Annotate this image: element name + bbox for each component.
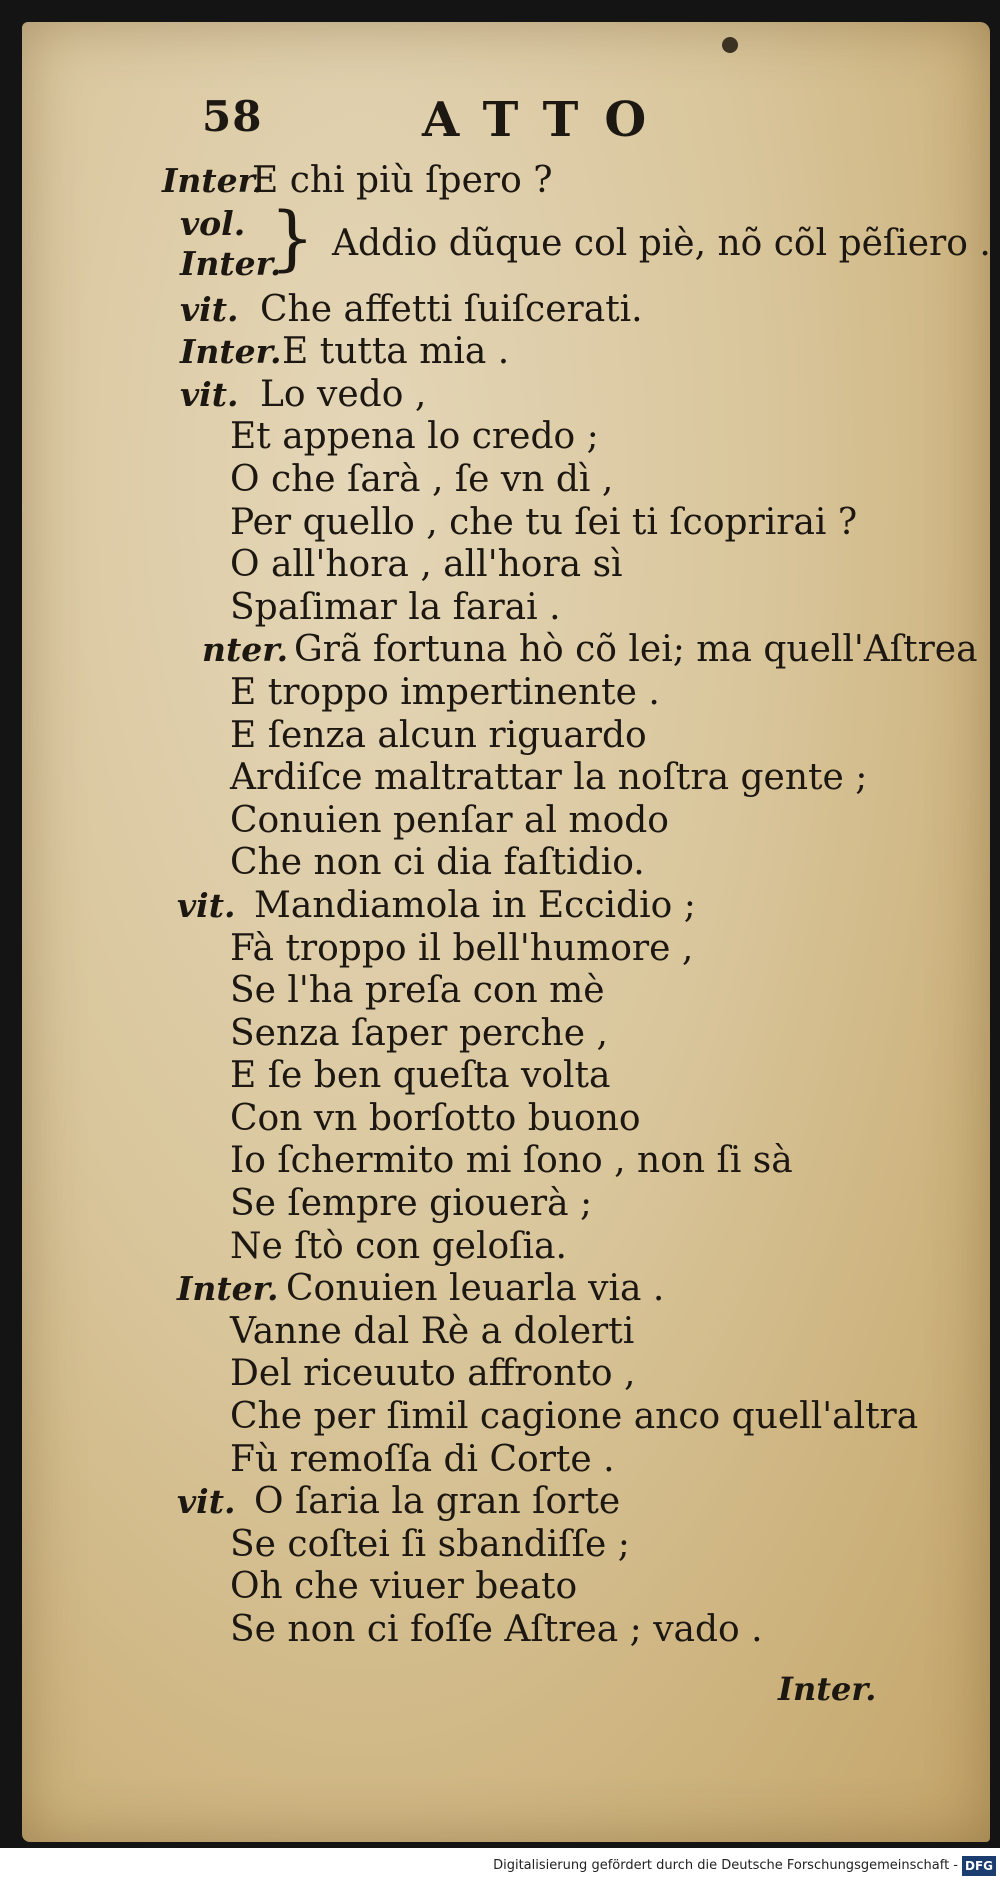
verse-line bbox=[22, 1013, 990, 1056]
verse-line bbox=[22, 289, 990, 332]
line-text: Che affetti ſuiſcerati. bbox=[260, 288, 643, 330]
verse-line bbox=[22, 1098, 990, 1141]
dfg-logo: DFG bbox=[962, 1856, 996, 1876]
verse-line bbox=[22, 1396, 990, 1439]
line-text: Mandiamola in Eccidio ; bbox=[254, 884, 696, 926]
line-text: Che per ſimil cagione anco quell'altra bbox=[230, 1396, 919, 1438]
verse-line bbox=[22, 1481, 990, 1524]
speaker-label: Inter. bbox=[180, 243, 282, 283]
line-text: E ſenza alcun riguardo bbox=[230, 714, 647, 756]
verse-line bbox=[22, 1311, 990, 1354]
catchword: Inter. bbox=[778, 1670, 877, 1708]
verse-line bbox=[22, 1609, 990, 1652]
line-text: Se coſtei ſi sbandiſſe ; bbox=[230, 1523, 630, 1565]
verse-line bbox=[22, 672, 990, 715]
line-text: E troppo impertinente . bbox=[230, 671, 660, 713]
line-text: Con vn borſotto buono bbox=[230, 1097, 641, 1139]
dialogue-text bbox=[22, 160, 990, 1652]
speaker-label: Inter. bbox=[180, 332, 282, 372]
verse-line bbox=[22, 757, 990, 800]
verse-line bbox=[22, 544, 990, 587]
verse-line bbox=[22, 416, 990, 459]
verse-line bbox=[22, 160, 990, 203]
verse-line bbox=[22, 800, 990, 843]
line-text: Conuien leuarla via . bbox=[286, 1268, 665, 1310]
speaker-label: Inter. bbox=[162, 161, 264, 200]
verse-line bbox=[22, 1524, 990, 1567]
line-text: Del riceuuto affronto , bbox=[230, 1353, 636, 1395]
verse-line bbox=[22, 715, 990, 758]
speaker-label: Inter. bbox=[177, 1269, 279, 1309]
line-text: Senza ſaper perche , bbox=[230, 1012, 608, 1054]
verse-line bbox=[22, 1566, 990, 1609]
verse-line bbox=[22, 502, 990, 545]
verse-line bbox=[22, 1226, 990, 1269]
line-text: Vanne dal Rè a dolerti bbox=[230, 1310, 635, 1352]
verse-line bbox=[22, 1055, 990, 1098]
verse-line bbox=[22, 587, 990, 630]
verse-line bbox=[22, 374, 990, 417]
verse-line bbox=[22, 196, 991, 289]
line-text: Ardiſce maltrattar la noſtra gente ; bbox=[230, 757, 868, 799]
line-text: Fù remoſſa di Corte . bbox=[230, 1438, 615, 1480]
line-text: Se non ci foſſe Aſtrea ; vado . bbox=[230, 1609, 763, 1650]
speaker-label: vit. bbox=[180, 289, 239, 329]
verse-line bbox=[22, 331, 990, 374]
line-text: O ſaria la gran ſorte bbox=[254, 1481, 621, 1523]
line-text: Io ſchermito mi ſono , non ſi sà bbox=[230, 1140, 793, 1182]
line-text: Ne ſtò con geloſia. bbox=[230, 1225, 567, 1267]
speaker-label: vit. bbox=[177, 885, 236, 925]
verse-line bbox=[22, 1268, 990, 1311]
verse-line bbox=[22, 629, 990, 672]
line-text: Conuien penſar al modo bbox=[230, 799, 669, 841]
line-text: E chi più ſpero ? bbox=[252, 160, 553, 201]
verse-line bbox=[22, 928, 990, 971]
line-text: Se ſempre giouerà ; bbox=[230, 1183, 593, 1225]
speaker-label: nter. bbox=[202, 630, 289, 670]
line-text: Lo vedo , bbox=[260, 373, 427, 415]
line-text: O all'hora , all'hora sì bbox=[230, 544, 623, 586]
line-text: Fà troppo il bell'humore , bbox=[230, 927, 694, 969]
verse-line bbox=[22, 459, 990, 502]
speaker-label: vit. bbox=[177, 1482, 236, 1522]
line-text: O che ſarà , ſe vn dì , bbox=[230, 458, 614, 500]
line-text: Che non ci dia faſtidio. bbox=[230, 842, 645, 884]
digitization-footer bbox=[0, 1848, 1000, 1887]
book-page bbox=[22, 22, 990, 1842]
running-title: ATTO bbox=[422, 92, 673, 148]
line-text: Oh che viuer beato bbox=[230, 1566, 578, 1608]
line-text: Per quello , che tu ſei ti ſcoprirai ? bbox=[230, 501, 858, 543]
speaker-label: vit. bbox=[180, 374, 239, 414]
line-text: E tutta mia . bbox=[282, 331, 510, 373]
line-text: E ſe ben queſta volta bbox=[230, 1055, 611, 1097]
line-text: Se l'ha preſa con mè bbox=[230, 970, 605, 1012]
verse-line bbox=[22, 1439, 990, 1482]
verse-line bbox=[22, 885, 990, 928]
verse-line bbox=[22, 970, 990, 1013]
line-text: Et appena lo credo ; bbox=[230, 416, 599, 458]
verse-line bbox=[22, 1353, 990, 1396]
line-text: Addio dũque col piè, nõ cõl pẽſiero . bbox=[332, 222, 991, 264]
line-text: Grã fortuna hò cõ lei; ma quell'Aſtrea bbox=[294, 629, 978, 671]
funding-credit: Digitalisierung gefördert durch die Deutsche Forschungsgemeinschaft - bbox=[493, 1858, 958, 1873]
page-number: 58 bbox=[202, 92, 263, 141]
verse-line bbox=[22, 842, 990, 885]
brace-glyph: } bbox=[270, 196, 315, 279]
verse-line bbox=[22, 1140, 990, 1183]
speaker-label: vol. bbox=[180, 203, 246, 243]
verse-line bbox=[22, 1183, 990, 1226]
line-text: Spaſimar la farai . bbox=[230, 586, 561, 628]
running-header bbox=[22, 92, 990, 162]
